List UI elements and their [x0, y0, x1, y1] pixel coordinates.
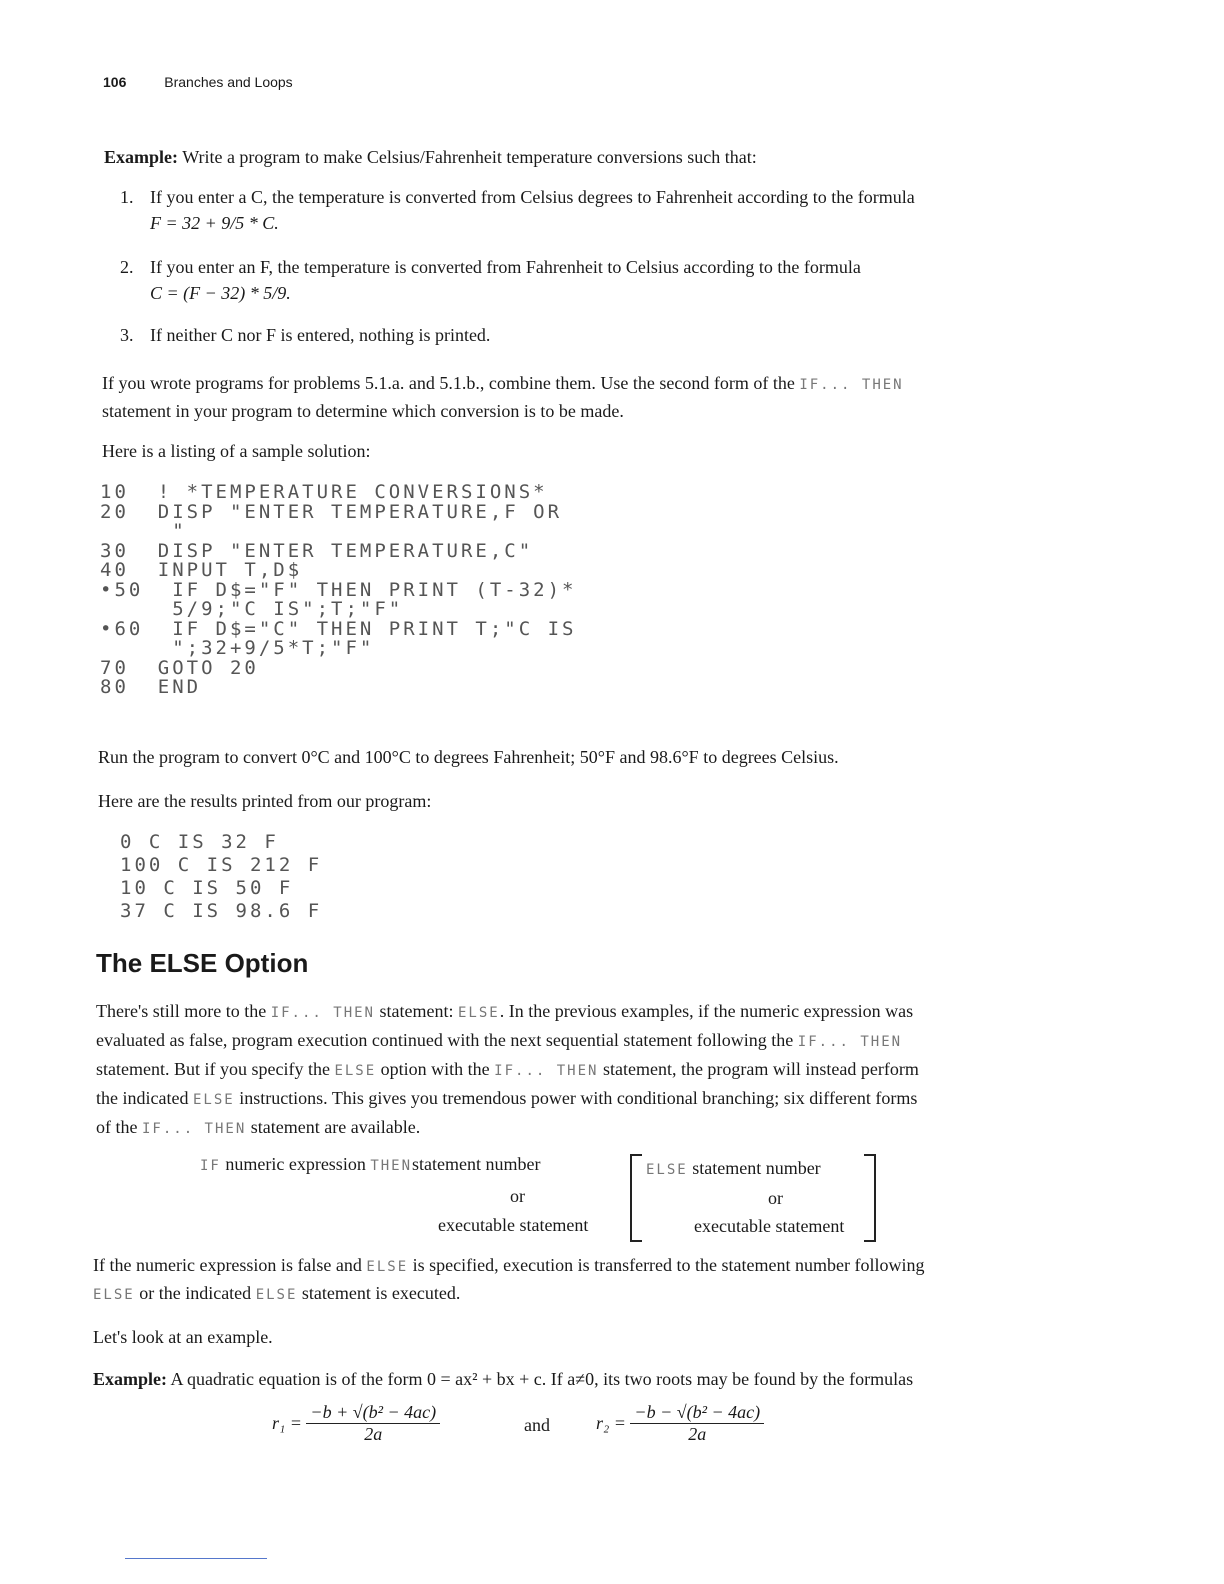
- paragraph-else-false: If the numeric expression is false and ELSE is specified, execution is transferred to the statement number following ELSE or the indicated ELSE statement is executed.: [93, 1255, 925, 1303]
- code-line: •60 IF D$="C" THEN PRINT T;"C IS: [100, 617, 577, 640]
- code-line: 5/9;"C IS";T;"F": [100, 598, 404, 620]
- output-line: 37 C IS 98.6 F: [120, 900, 323, 922]
- code-line: •50 IF D$="F" THEN PRINT (T-32)*: [100, 578, 577, 601]
- inline-code: IF... THEN: [799, 377, 904, 393]
- code-line: 70 GOTO 20: [100, 656, 259, 679]
- optional-bracket-right: [864, 1154, 876, 1242]
- paragraph-listing-intro: Here is a listing of a sample solution:: [102, 441, 371, 461]
- example1-intro: [104, 144, 1004, 170]
- section-title: Branches and Loops: [164, 74, 293, 90]
- code-line: ";32+9/5*T;"F": [100, 637, 375, 659]
- code-line: 80 END: [100, 676, 202, 698]
- paragraph-lets-look: Let's look at an example.: [93, 1327, 273, 1347]
- if-syntax-diagram: IF numeric expression THENstatement number or executable statement ELSE statement number or executable statement: [200, 1154, 900, 1244]
- formula-r2: r₂ = $\frac{\text{−b − √(b² − 4ac)}}{2a}$: [596, 1402, 764, 1445]
- code-line: 20 DISP "ENTER TEMPERATURE,F OR: [100, 500, 563, 523]
- example-label: Example:: [104, 147, 178, 167]
- page-header: [103, 74, 293, 90]
- example2-intro: Example: A quadratic equation is of the form 0 = ax² + bx + c. If a≠0, its two roots may be found by the formulas: [93, 1369, 914, 1389]
- formula-and: and: [524, 1415, 550, 1435]
- code-line: 40 INPUT T,D$: [100, 559, 303, 581]
- paragraph-combine: If you wrote programs for problems 5.1.a. and 5.1.b., combine them. Use the second form of the IF... THEN statement in your program to determine which conversion is to be made.: [102, 373, 904, 421]
- program-listing: [100, 483, 577, 698]
- formula-r1: r₁ = $\frac{\text{−b + √(b² − 4ac)}}{2a}$: [272, 1402, 440, 1445]
- program-output: [120, 831, 322, 923]
- list-item: 1. If you enter a C, the temperature is converted from Celsius degrees to Fahrenheit according to the formula F = 32 + 9/5 * C.: [120, 187, 915, 233]
- list-item: 3. If neither C nor F is entered, nothing is printed.: [120, 325, 491, 345]
- list-item: 2. If you enter an F, the temperature is converted from Fahrenheit to Celsius according to the formula C = (F − 32) * 5/9.: [120, 257, 861, 303]
- example-intro-text: Write a program to make Celsius/Fahrenheit temperature conversions such that:: [182, 147, 757, 167]
- paragraph-else: There's still more to the IF... THEN statement: ELSE. In the previous examples, if the numeric expression was evaluated as false, program execution continued with the next sequential statement following the IF... THEN statement. But if you specify the ELSE option with the IF... THEN statement, the program will instead perform the indicated ELSE instructions. This gives you tremendous power with conditional branching; six different forms of the IF... THEN statement are available.: [96, 1001, 919, 1137]
- output-line: 10 C IS 50 F: [120, 877, 294, 899]
- code-line: 10 ! *TEMPERATURE CONVERSIONS*: [100, 481, 548, 503]
- paragraph-results-intro: Here are the results printed from our program:: [98, 791, 432, 811]
- section-heading: The ELSE Option: [96, 948, 309, 978]
- output-line: 0 C IS 32 F: [120, 831, 279, 853]
- output-line: 100 C IS 212 F: [120, 854, 323, 876]
- code-line: 30 DISP "ENTER TEMPERATURE,C": [100, 539, 534, 562]
- page-number: 106: [103, 74, 127, 90]
- paragraph-run: Run the program to convert 0°C and 100°C to degrees Fahrenheit; 50°F and 98.6°F to degrees Celsius.: [98, 747, 839, 767]
- code-line: ": [100, 520, 187, 542]
- optional-bracket-left: [630, 1154, 642, 1242]
- footnote-rule: [125, 1558, 267, 1559]
